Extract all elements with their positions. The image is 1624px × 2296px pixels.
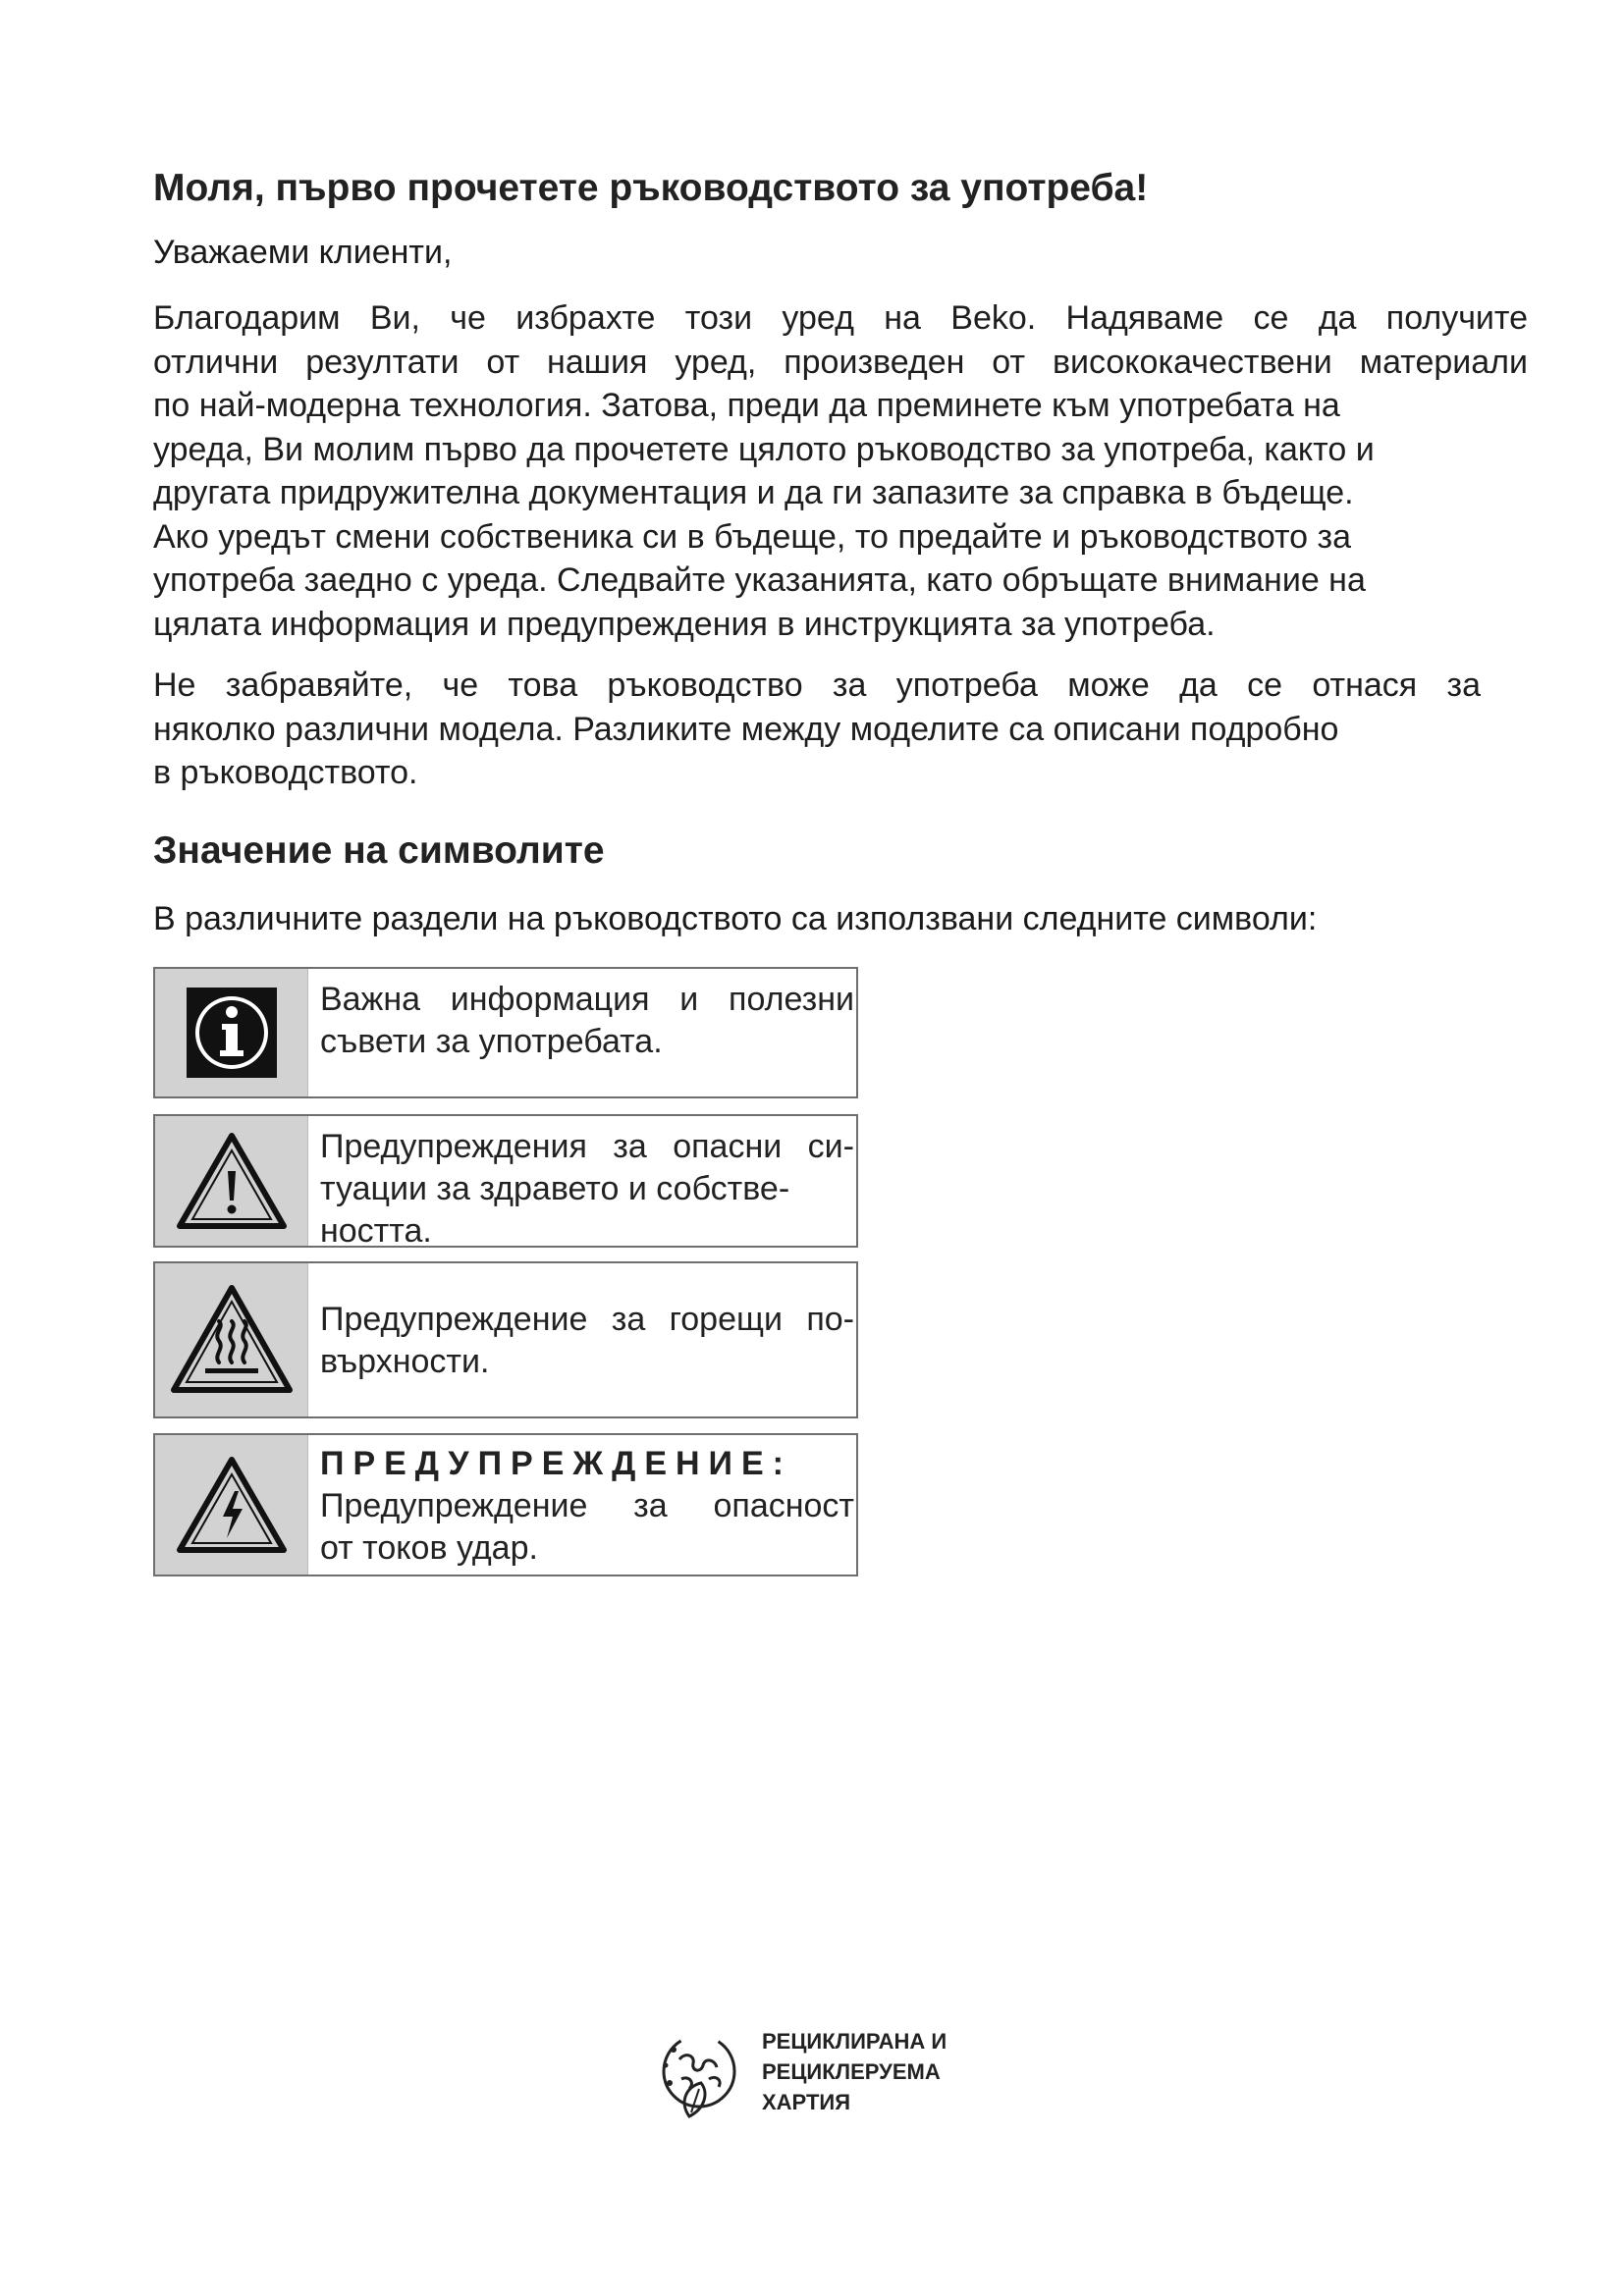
symbol-text: върхности. <box>320 1343 490 1380</box>
greeting: Уважаеми клиенти, <box>153 234 453 271</box>
symbol-row-hot-surface <box>153 1261 858 1418</box>
paragraph-line: в ръководството. <box>153 754 418 791</box>
page-title: Моля, първо прочетете ръководството за употреба! <box>153 167 1149 209</box>
symbol-text: Предупреждение за опасност <box>320 1487 854 1524</box>
symbol-row-warning <box>153 1114 858 1248</box>
paragraph-line: другата придружителна документация и да ги запазите за справка в бъдеще. <box>153 474 1354 511</box>
paragraph-line: цялата информация и предупреждения в инструкцията за употреба. <box>153 605 1216 643</box>
paragraph-line: по най-модерна технология. Затова, преди да преминете към употребата на <box>153 387 1340 424</box>
paragraph-line: няколко различни модела. Разликите между моделите са описани подробно <box>153 710 1339 748</box>
hot-surface-icon <box>155 1263 308 1416</box>
intro-paragraph <box>153 296 1528 646</box>
recycled-paper-icon <box>650 2022 752 2120</box>
symbol-row-info <box>153 967 858 1098</box>
symbol-text: Важна информация и полезни <box>320 981 854 1018</box>
logo-text-line: РЕЦИКЛИРАНА И <box>762 2028 947 2054</box>
symbol-text: туации за здравето и собстве- <box>320 1170 790 1207</box>
symbol-row-electric-shock <box>153 1433 858 1576</box>
symbols-heading: Значение на символите <box>153 829 605 872</box>
paragraph-line: Благодарим Ви, че избрахте този уред на Beko. Надяваме се да получите <box>153 299 1528 337</box>
symbol-text: ността. <box>320 1212 432 1250</box>
warning-heading: ПРЕДУПРЕЖДЕНИЕ: <box>320 1445 792 1482</box>
paragraph-line: Ако уредът смени собственика си в бъдеще, то предайте и ръководството за <box>153 517 1352 556</box>
symbols-intro: В различните раздели на ръководството са използвани следните символи: <box>153 900 1318 937</box>
symbol-text: Предупреждение за горещи по- <box>320 1301 854 1338</box>
paragraph-line: употреба заедно с уреда. Следвайте указанията, като обръщате внимание на <box>153 561 1366 599</box>
info-icon <box>155 969 308 1096</box>
paragraph-line: отлични резултати от нашия уред, произведен от висококачествени материали <box>153 343 1528 381</box>
logo-text-line: РЕЦИКЛЕРУЕМА <box>762 2058 941 2084</box>
symbol-text: Предупреждения за опасни си- <box>320 1128 854 1165</box>
warning-triangle-icon <box>155 1116 308 1246</box>
recycled-paper-logo <box>650 2022 947 2120</box>
paragraph-line: Не забравяйте, че това ръководство за употреба може да се отнася за <box>153 667 1481 704</box>
models-paragraph <box>153 664 1481 795</box>
logo-text-line: ХАРТИЯ <box>762 2089 851 2114</box>
electric-shock-icon <box>155 1435 308 1575</box>
symbol-text: съвети за употребата. <box>320 1023 663 1060</box>
paragraph-line: уреда, Ви молим първо да прочетете цялото ръководство за употреба, както и <box>153 430 1375 468</box>
symbol-text: от токов удар. <box>320 1529 538 1567</box>
